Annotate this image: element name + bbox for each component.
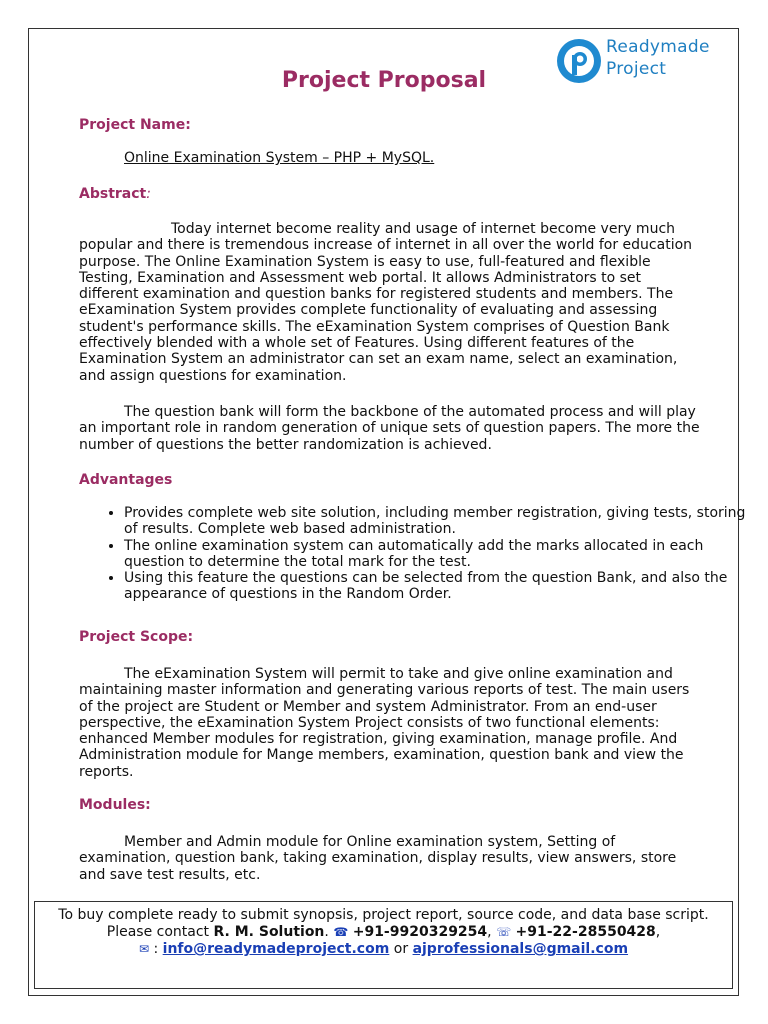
- footer-line2: Please contact R. M. Solution. ☎ +91-9920329254, ☏ +91-22-28550428,: [106, 924, 661, 940]
- abstract-p1-text: Today internet become reality and usage of internet become very much popular and there is tremendous increase of internet in all over the world for education purpose. The Online Examination System is easy to use, full-featured and flexible Testing, Examination and Assessment web portal. It allows Administrators to set different examination and question banks for registered students and members. The eExamination System provides complete functionality of evaluating and assessing student's performance skills. The eExamination System comprises of Question Bank effectively blended with a whole set of Features. Using different features of the Examination System an administrator can set an exam name, select an examination, and assign questions for examination.: [79, 221, 693, 384]
- project-scope-label: Project Scope:: [79, 629, 194, 645]
- footer-line3: ✉ : info@readymadeproject.com or ajprofessionals@gmail.com: [138, 941, 629, 957]
- abstract-label-suffix: :: [146, 186, 151, 202]
- mobile-icon: ☎: [333, 925, 349, 939]
- abstract-paragraph-2: [79, 404, 704, 453]
- footer-or: or: [393, 941, 409, 957]
- modules-label: Modules:: [79, 797, 151, 813]
- abstract-label-text: Abstract: [79, 186, 147, 202]
- scope-p1-text: The eExamination System will permit to take and give online examination and maintaining master information and generating various reports of test. The main users of the project are Student or Member and system Administrator. From an end-user perspective, the eExamination System Project consists of two functional elements: enhanced Member modules for registration, giving examination, manage profile. And Administration module for Mange members, examination, question bank and view the reports.: [79, 666, 690, 780]
- modules-paragraph: [79, 834, 704, 883]
- advantages-label: Advantages: [79, 472, 173, 488]
- telephone-icon: ☏: [496, 925, 512, 939]
- advantages-list: [79, 505, 749, 603]
- email-link-2[interactable]: ajprofessionals@gmail.com: [412, 941, 629, 957]
- email-link-1[interactable]: info@readymadeproject.com: [162, 941, 390, 957]
- contact-footer: [34, 901, 733, 989]
- abstract-paragraph-1: [79, 221, 704, 384]
- project-name-value: Online Examination System – PHP + MySQL.: [124, 150, 435, 166]
- envelope-icon: ✉: [138, 942, 150, 956]
- contact-prefix: Please contact: [106, 924, 210, 940]
- scope-paragraph: [79, 666, 704, 780]
- logo-line1: Readymade: [606, 37, 710, 57]
- modules-p1-text: Member and Admin module for Online examination system, Setting of examination, question bank, taking examination, display results, view answers, store and save test results, etc.: [79, 834, 677, 883]
- page-title: Project Proposal: [281, 68, 487, 93]
- list-item: • Provides complete web site solution, including member registration, giving tests, storing of results. Complete web based administration.: [124, 505, 749, 538]
- phone-number: +91-22-28550428: [515, 924, 656, 940]
- list-item: • Using this feature the questions can be selected from the question Bank, and also the appearance of questions in the Random Order.: [124, 570, 749, 603]
- company-name: R. M. Solution: [213, 924, 325, 940]
- abstract-label: [79, 186, 151, 202]
- mobile-number: +91-9920329254: [352, 924, 488, 940]
- project-name-label: Project Name:: [79, 117, 191, 133]
- footer-line1: To buy complete ready to submit synopsis, project report, source code, and data base script.: [58, 907, 709, 923]
- abstract-p2-text: The question bank will form the backbone of the automated process and will play an important role in random generation of unique sets of question papers. The more the number of questions the better randomization is achieved.: [79, 404, 700, 453]
- list-item: • The online examination system can automatically add the marks allocated in each question to determine the total mark for the test.: [124, 538, 749, 571]
- logo-line2: Project: [606, 59, 667, 79]
